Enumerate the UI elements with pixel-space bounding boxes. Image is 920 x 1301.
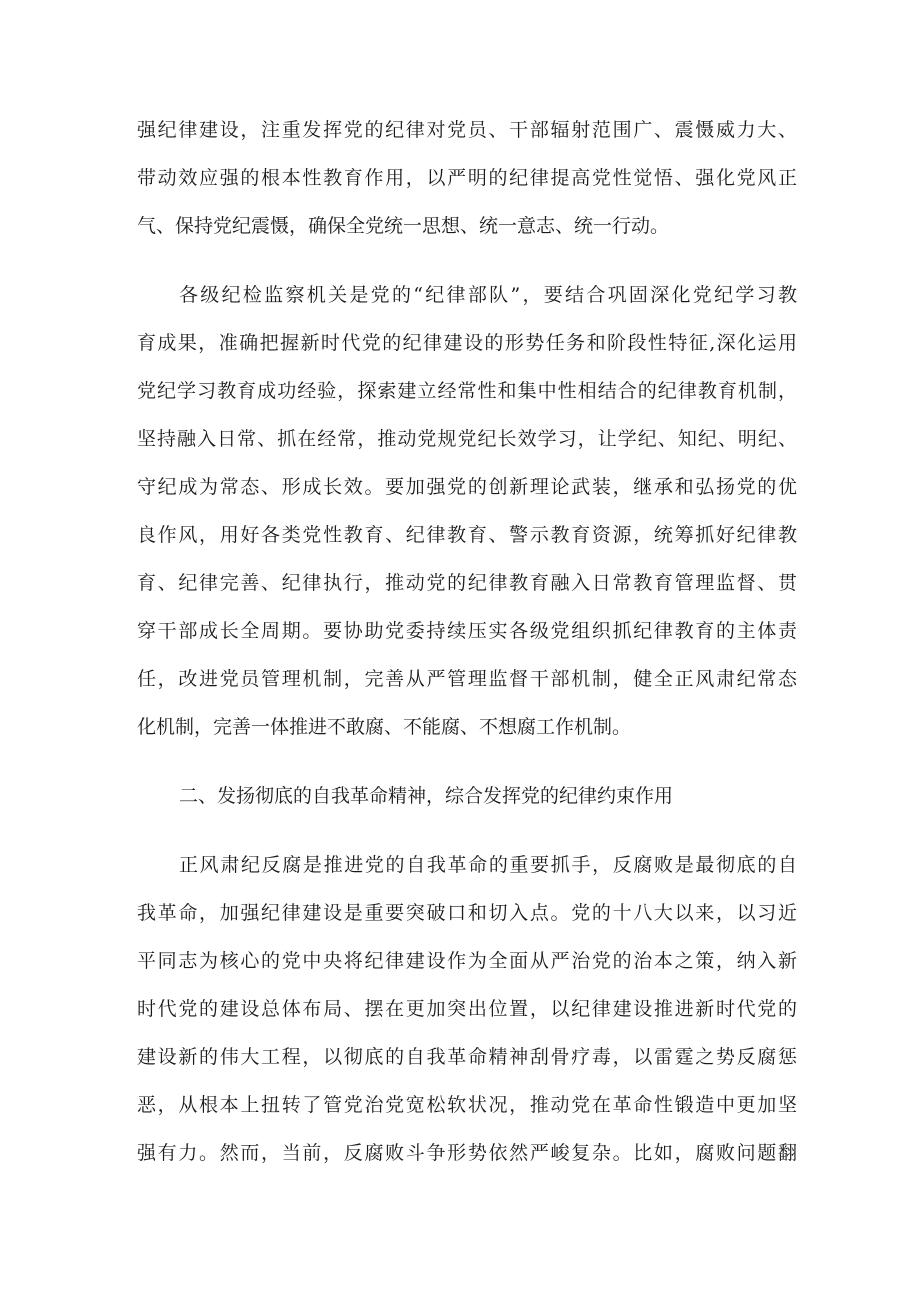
text-line: 我革命，加强纪律建设是重要突破口和切入点。党的十八大以来，以习近	[137, 902, 797, 924]
text-line: 守纪成为常态、形成长效。要加强党的创新理论武装，继承和弘扬党的优	[137, 476, 797, 498]
section-heading: 二、发扬彻底的自我革命精神，综合发挥党的纪律约束作用	[179, 785, 674, 807]
text-line: 恶，从根本上扭转了管党治党宽松软状况，推动党在革命性锻造中更加坚	[137, 1094, 797, 1116]
text-line: 建设新的伟大工程，以彻底的自我革命精神刮骨疗毒，以雷霆之势反腐惩	[137, 1046, 797, 1068]
text-line: 育、纪律完善、纪律执行，推动党的纪律教育融入日常教育管理监督、贯	[137, 572, 797, 594]
text-line: 育成果，准确把握新时代党的纪律建设的形势任务和阶段性特征,深化运用	[137, 332, 797, 354]
text-line: 正风肃纪反腐是推进党的自我革命的重要抓手，反腐败是最彻底的自	[179, 854, 797, 876]
text-line: 强有力。然而，当前，反腐败斗争形势依然严峻复杂。比如，腐败问题翻	[137, 1142, 797, 1164]
text-line: 带动效应强的根本性教育作用，以严明的纪律提高党性觉悟、强化党风正	[137, 167, 797, 189]
text-line: 时代党的建设总体布局、摆在更加突出位置，以纪律建设推进新时代党的	[137, 998, 797, 1020]
text-line: 气、保持党纪震慑，确保全党统一思想、统一意志、统一行动。	[137, 215, 670, 237]
text-line: 党纪学习教育成功经验，探索建立经常性和集中性相结合的纪律教育机制，	[137, 380, 797, 402]
text-line: 良作风，用好各类党性教育、纪律教育、警示教育资源，统筹抓好纪律教	[137, 524, 797, 546]
text-line: 坚持融入日常、抓在经常，推动党规党纪长效学习，让学纪、知纪、明纪、	[137, 428, 797, 450]
text-line: 穿干部成长全周期。要协助党委持续压实各级党组织抓纪律教育的主体责	[137, 620, 797, 642]
text-line: 化机制，完善一体推进不敢腐、不能腐、不想腐工作机制。	[137, 716, 632, 738]
text-line: 各级纪检监察机关是党的“纪律部队”，要结合巩固深化党纪学习教	[179, 284, 797, 306]
text-line: 任，改进党员管理机制，完善从严管理监督干部机制，健全正风肃纪常态	[137, 668, 797, 690]
text-line: 平同志为核心的党中央将纪律建设作为全面从严治党的治本之策，纳入新	[137, 950, 797, 972]
text-line: 强纪律建设，注重发挥党的纪律对党员、干部辐射范围广、震慑威力大、	[137, 119, 797, 141]
